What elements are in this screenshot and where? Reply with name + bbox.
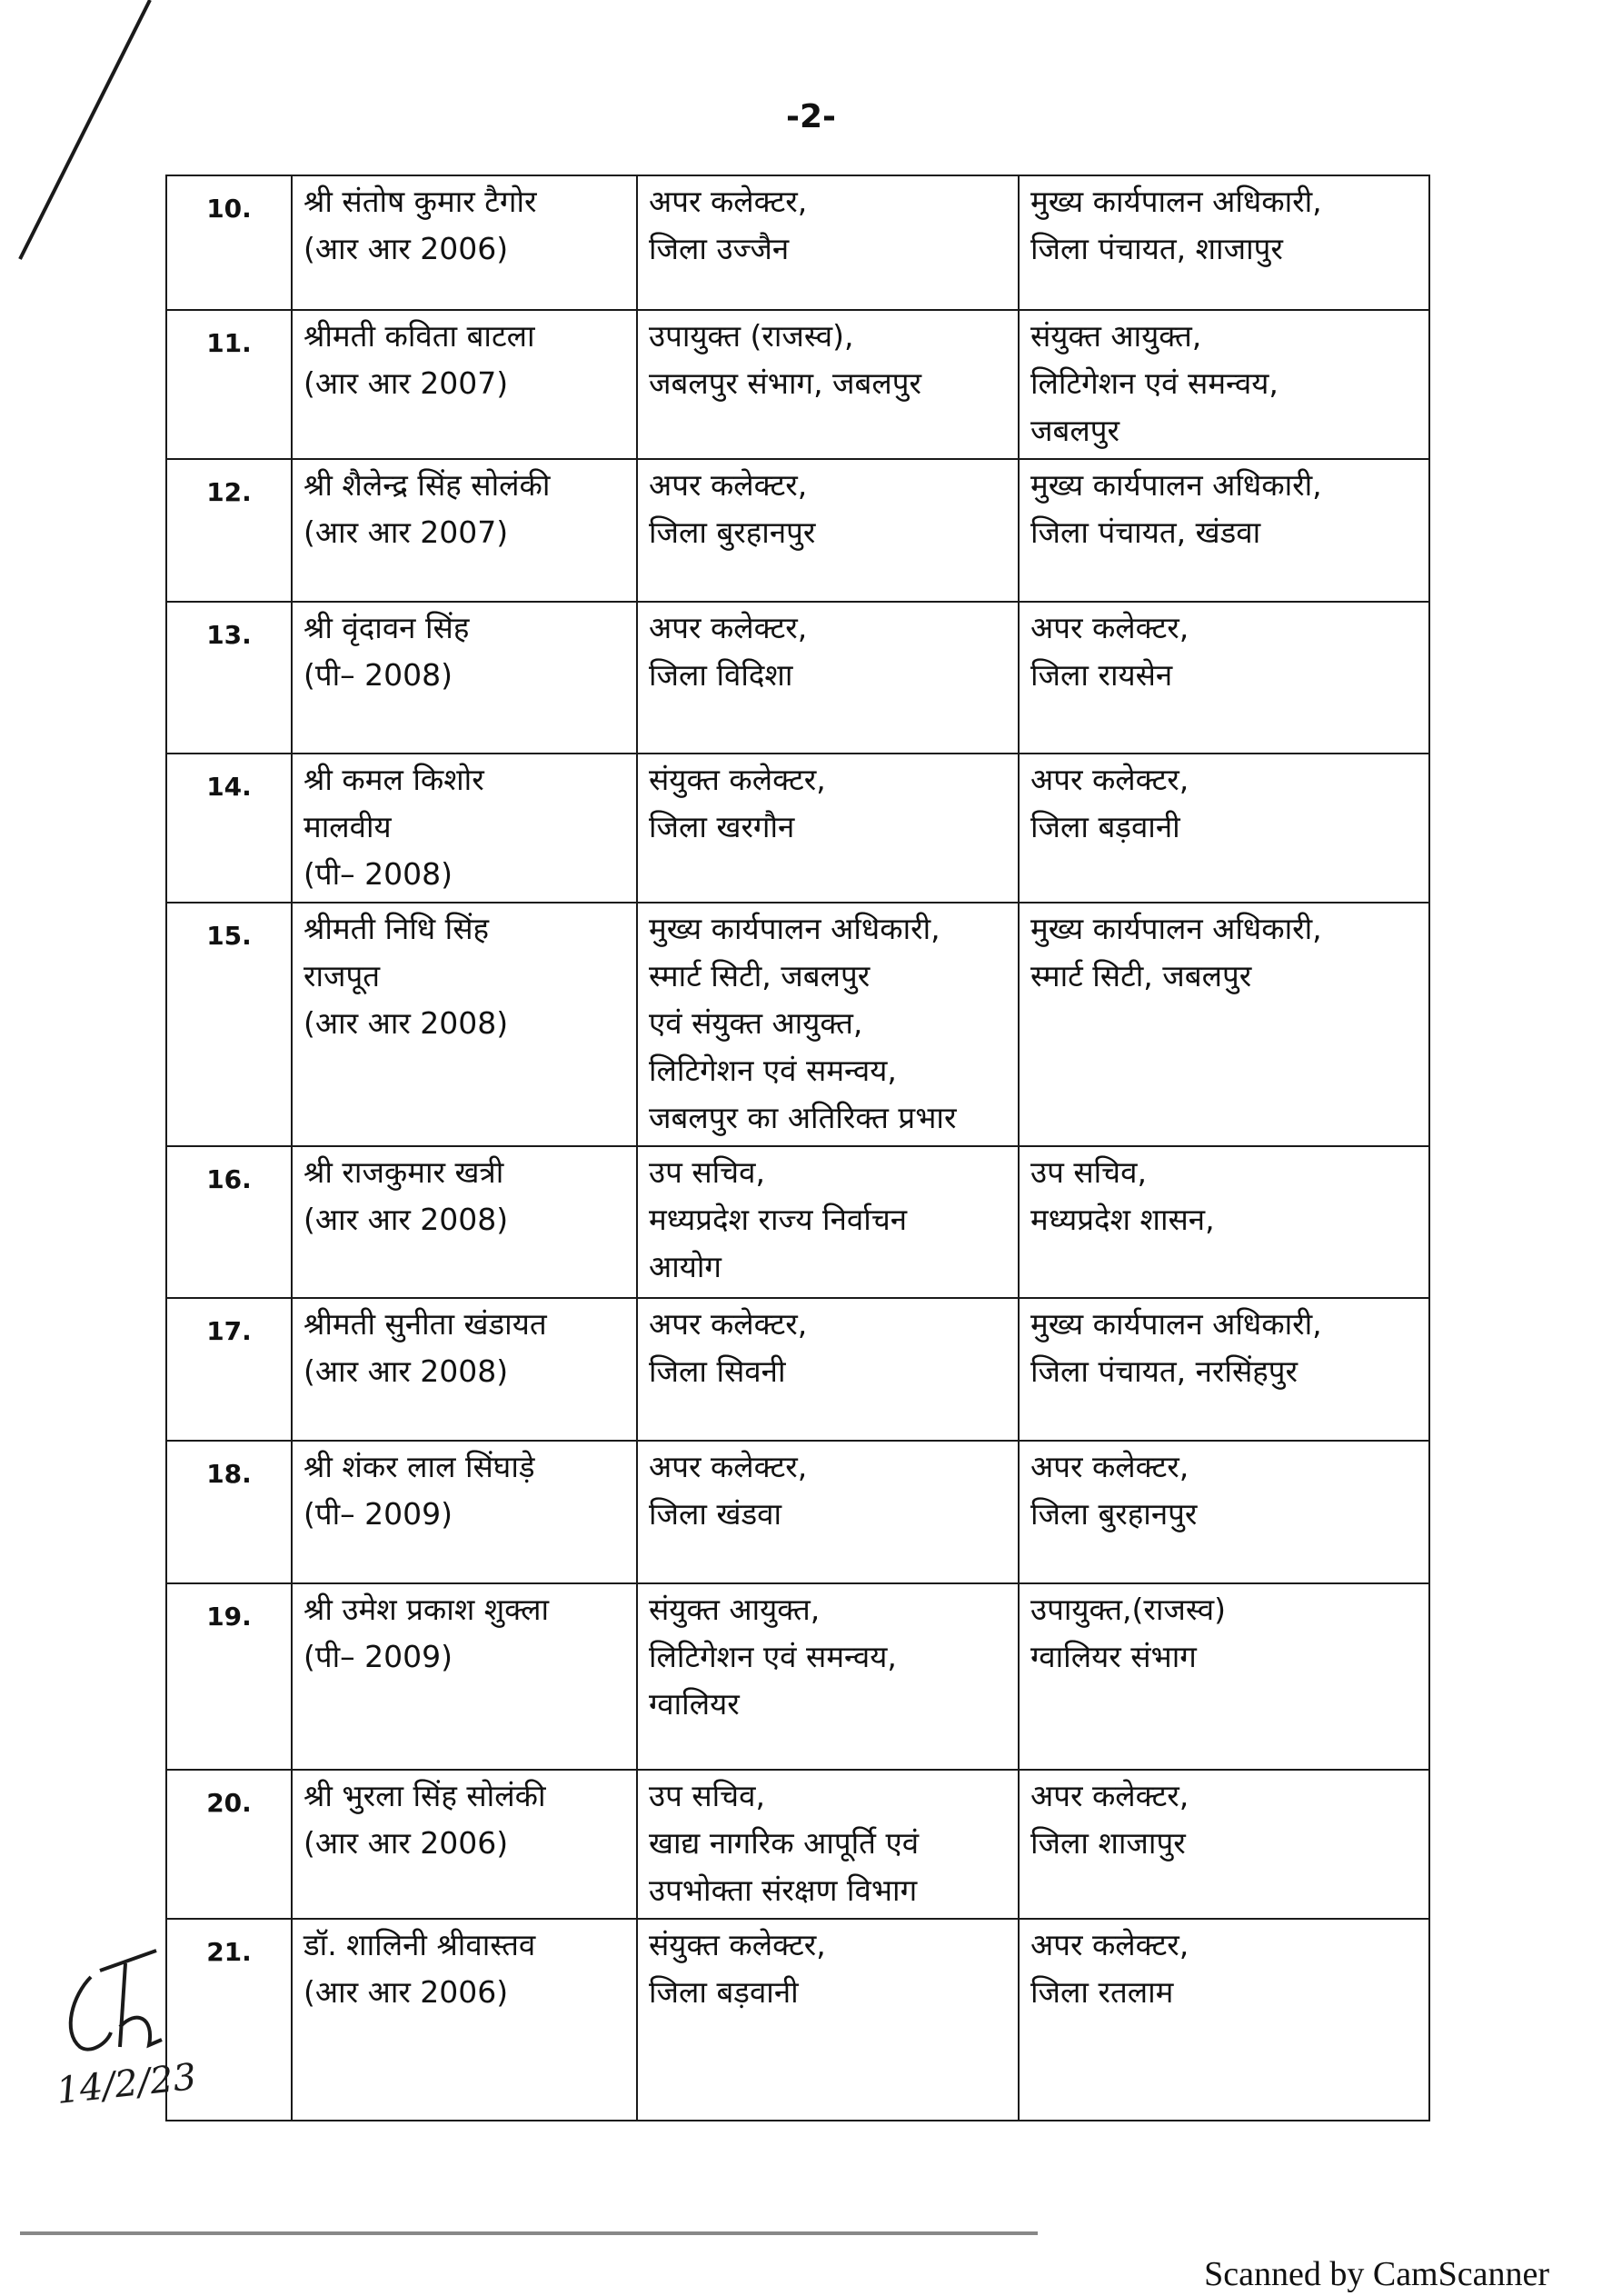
officer-name-cell (292, 602, 637, 754)
cell-line: (आर आर 2006) (304, 231, 509, 266)
cell-line: (आर आर 2007) (304, 365, 509, 401)
cell-line: (पी– 2009) (304, 1639, 453, 1674)
current-posting-cell (637, 1919, 1019, 2121)
serial-number-cell: 16. (166, 1146, 292, 1298)
current-posting-cell (637, 1298, 1019, 1441)
officer-name-cell (292, 459, 637, 602)
cell-line: (आर आर 2008) (304, 1005, 509, 1041)
cell-line: उप सचिव, (649, 1154, 765, 1190)
current-posting-cell (637, 754, 1019, 903)
new-posting-cell (1019, 175, 1429, 310)
officer-name-cell (292, 754, 637, 903)
serial-number-cell: 12. (166, 459, 292, 602)
cell-line: ग्वालियर (649, 1686, 740, 1722)
cell-line: मुख्य कार्यपालन अधिकारी, (1030, 184, 1322, 219)
handwritten-signature (55, 1945, 182, 2063)
serial-number-cell: 21. (166, 1919, 292, 2121)
cell-line: मुख्य कार्यपालन अधिकारी, (649, 911, 940, 946)
current-posting-cell (637, 602, 1019, 754)
cell-line: आयोग (649, 1249, 721, 1284)
cell-line: (पी– 2008) (304, 856, 453, 892)
officer-name-cell (292, 1919, 637, 2121)
current-posting-cell (637, 1441, 1019, 1583)
current-posting-cell (637, 1583, 1019, 1770)
cell-line: जिला पंचायत, खंडवा (1030, 514, 1261, 550)
cell-line: उप सचिव, (1030, 1154, 1147, 1190)
cell-line: खाद्य नागरिक आपूर्ति एवं (649, 1825, 920, 1861)
cell-line: एवं संयुक्त आयुक्त, (649, 1005, 863, 1041)
new-posting-cell (1019, 754, 1429, 903)
cell-line: जिला रायसेन (1030, 657, 1173, 693)
cell-line: जिला पंचायत, शाजापुर (1030, 231, 1283, 266)
cell-line: मुख्य कार्यपालन अधिकारी, (1030, 1306, 1322, 1342)
cell-line: राजपूत (304, 958, 381, 993)
cell-line: जिला बुरहानपुर (1030, 1496, 1198, 1532)
table-row (166, 602, 1429, 754)
new-posting-cell (1019, 1298, 1429, 1441)
cell-line: लिटिगेशन एवं समन्वय, (1030, 365, 1279, 401)
margin-pen-stroke (0, 0, 182, 273)
cell-line: उपभोक्ता संरक्षण विभाग (649, 1872, 918, 1908)
cell-line: जबलपुर का अतिरिक्त प्रभार (649, 1100, 957, 1135)
cell-line: श्रीमती निधि सिंह (304, 911, 490, 946)
cell-line: उप सचिव, (649, 1778, 765, 1813)
new-posting-cell (1019, 1146, 1429, 1298)
officer-name-cell (292, 310, 637, 459)
cell-line: श्री उमेश प्रकाश शुक्ला (304, 1592, 550, 1627)
cell-line: अपर कलेक्टर, (1030, 1449, 1189, 1484)
cell-line: जिला बुरहानपुर (649, 514, 816, 550)
table-row (166, 1298, 1429, 1441)
cell-line: संयुक्त आयुक्त, (1030, 318, 1202, 354)
new-posting-cell (1019, 1770, 1429, 1919)
cell-line: जबलपुर (1030, 413, 1119, 448)
officer-name-cell (292, 175, 637, 310)
serial-number-cell: 19. (166, 1583, 292, 1770)
table-row (166, 459, 1429, 602)
transfer-order-table (165, 175, 1430, 2121)
cell-line: जिला बड़वानी (1030, 809, 1180, 844)
table-row (166, 1919, 1429, 2121)
cell-line: उपायुक्त (राजस्व), (649, 318, 854, 354)
officer-name-cell (292, 903, 637, 1146)
cell-line: मध्यप्रदेश शासन, (1030, 1202, 1215, 1237)
cell-line: डॉ. शालिनी श्रीवास्तव (304, 1927, 536, 1962)
cell-line: स्मार्ट सिटी, जबलपुर (649, 958, 871, 993)
scan-edge-line (20, 2231, 1038, 2235)
cell-line: (आर आर 2006) (304, 1825, 509, 1861)
cell-line: (आर आर 2007) (304, 514, 509, 550)
page-number: -2- (786, 98, 836, 135)
scanner-watermark: Scanned by CamScanner (1204, 2255, 1549, 2293)
cell-line: अपर कलेक्टर, (649, 1449, 808, 1484)
cell-line: अपर कलेक्टर, (1030, 1927, 1189, 1962)
new-posting-cell (1019, 602, 1429, 754)
cell-line: (पी– 2009) (304, 1496, 453, 1532)
cell-line: जिला बड़वानी (649, 1974, 799, 2010)
cell-line: जिला पंचायत, नरसिंहपुर (1030, 1353, 1299, 1389)
signature-date: 14/2/23 (55, 2056, 199, 2112)
serial-number-cell: 15. (166, 903, 292, 1146)
cell-line: जिला रतलाम (1030, 1974, 1174, 2010)
cell-line: जिला शाजापुर (1030, 1825, 1186, 1861)
cell-line: (आर आर 2008) (304, 1353, 509, 1389)
cell-line: स्मार्ट सिटी, जबलपुर (1030, 958, 1252, 993)
cell-line: अपर कलेक्टर, (1030, 610, 1189, 645)
cell-line: श्री शैलेन्द्र सिंह सोलंकी (304, 467, 551, 503)
cell-line: जिला सिवनी (649, 1353, 786, 1389)
current-posting-cell (637, 459, 1019, 602)
cell-line: श्री कमल किशोर (304, 762, 484, 797)
cell-line: जिला खरगौन (649, 809, 795, 844)
cell-line: अपर कलेक्टर, (649, 610, 808, 645)
cell-line: उपायुक्त,(राजस्व) (1030, 1592, 1226, 1627)
cell-line: श्रीमती कविता बाटला (304, 318, 535, 354)
officer-name-cell (292, 1583, 637, 1770)
new-posting-cell (1019, 459, 1429, 602)
cell-line: अपर कलेक्टर, (649, 467, 808, 503)
serial-number-cell: 10. (166, 175, 292, 310)
table-row (166, 903, 1429, 1146)
cell-line: श्री संतोष कुमार टैगोर (304, 184, 537, 219)
table-row (166, 1583, 1429, 1770)
current-posting-cell (637, 175, 1019, 310)
cell-line: (आर आर 2008) (304, 1202, 509, 1237)
officer-name-cell (292, 1441, 637, 1583)
cell-line: संयुक्त कलेक्टर, (649, 1927, 826, 1962)
table-row (166, 310, 1429, 459)
table-row (166, 1770, 1429, 1919)
cell-line: जबलपुर संभाग, जबलपुर (649, 365, 921, 401)
serial-number-cell: 13. (166, 602, 292, 754)
current-posting-cell (637, 1146, 1019, 1298)
officer-name-cell (292, 1298, 637, 1441)
table-row (166, 1441, 1429, 1583)
cell-line: मालवीय (304, 809, 392, 844)
cell-line: लिटिगेशन एवं समन्वय, (649, 1639, 897, 1674)
new-posting-cell (1019, 1441, 1429, 1583)
cell-line: श्री वृंदावन सिंह (304, 610, 470, 645)
cell-line: जिला उज्जैन (649, 231, 790, 266)
current-posting-cell (637, 903, 1019, 1146)
cell-line: मुख्य कार्यपालन अधिकारी, (1030, 467, 1322, 503)
cell-line: श्रीमती सुनीता खंडायत (304, 1306, 547, 1342)
current-posting-cell (637, 1770, 1019, 1919)
cell-line: अपर कलेक्टर, (649, 1306, 808, 1342)
cell-line: लिटिगेशन एवं समन्वय, (649, 1053, 897, 1088)
cell-line: अपर कलेक्टर, (1030, 762, 1189, 797)
serial-number-cell: 14. (166, 754, 292, 903)
cell-line: (पी– 2008) (304, 657, 453, 693)
new-posting-cell (1019, 1583, 1429, 1770)
cell-line: श्री शंकर लाल सिंघाड़े (304, 1449, 535, 1484)
current-posting-cell (637, 310, 1019, 459)
officer-name-cell (292, 1146, 637, 1298)
cell-line: अपर कलेक्टर, (1030, 1778, 1189, 1813)
serial-number-cell: 17. (166, 1298, 292, 1441)
cell-line: श्री भुरला सिंह सोलंकी (304, 1778, 546, 1813)
cell-line: अपर कलेक्टर, (649, 184, 808, 219)
new-posting-cell (1019, 310, 1429, 459)
cell-line: ग्वालियर संभाग (1030, 1639, 1197, 1674)
serial-number-cell: 11. (166, 310, 292, 459)
officer-name-cell (292, 1770, 637, 1919)
table-body (166, 175, 1429, 2121)
cell-line: श्री राजकुमार खत्री (304, 1154, 504, 1190)
cell-line: संयुक्त कलेक्टर, (649, 762, 826, 797)
cell-line: जिला विदिशा (649, 657, 793, 693)
table-row (166, 1146, 1429, 1298)
cell-line: संयुक्त आयुक्त, (649, 1592, 821, 1627)
table-row (166, 754, 1429, 903)
table-row (166, 175, 1429, 310)
serial-number-cell: 18. (166, 1441, 292, 1583)
cell-line: मध्यप्रदेश राज्य निर्वाचन (649, 1202, 908, 1237)
cell-line: मुख्य कार्यपालन अधिकारी, (1030, 911, 1322, 946)
serial-number-cell: 20. (166, 1770, 292, 1919)
cell-line: जिला खंडवा (649, 1496, 781, 1532)
new-posting-cell (1019, 903, 1429, 1146)
new-posting-cell (1019, 1919, 1429, 2121)
cell-line: (आर आर 2006) (304, 1974, 509, 2010)
